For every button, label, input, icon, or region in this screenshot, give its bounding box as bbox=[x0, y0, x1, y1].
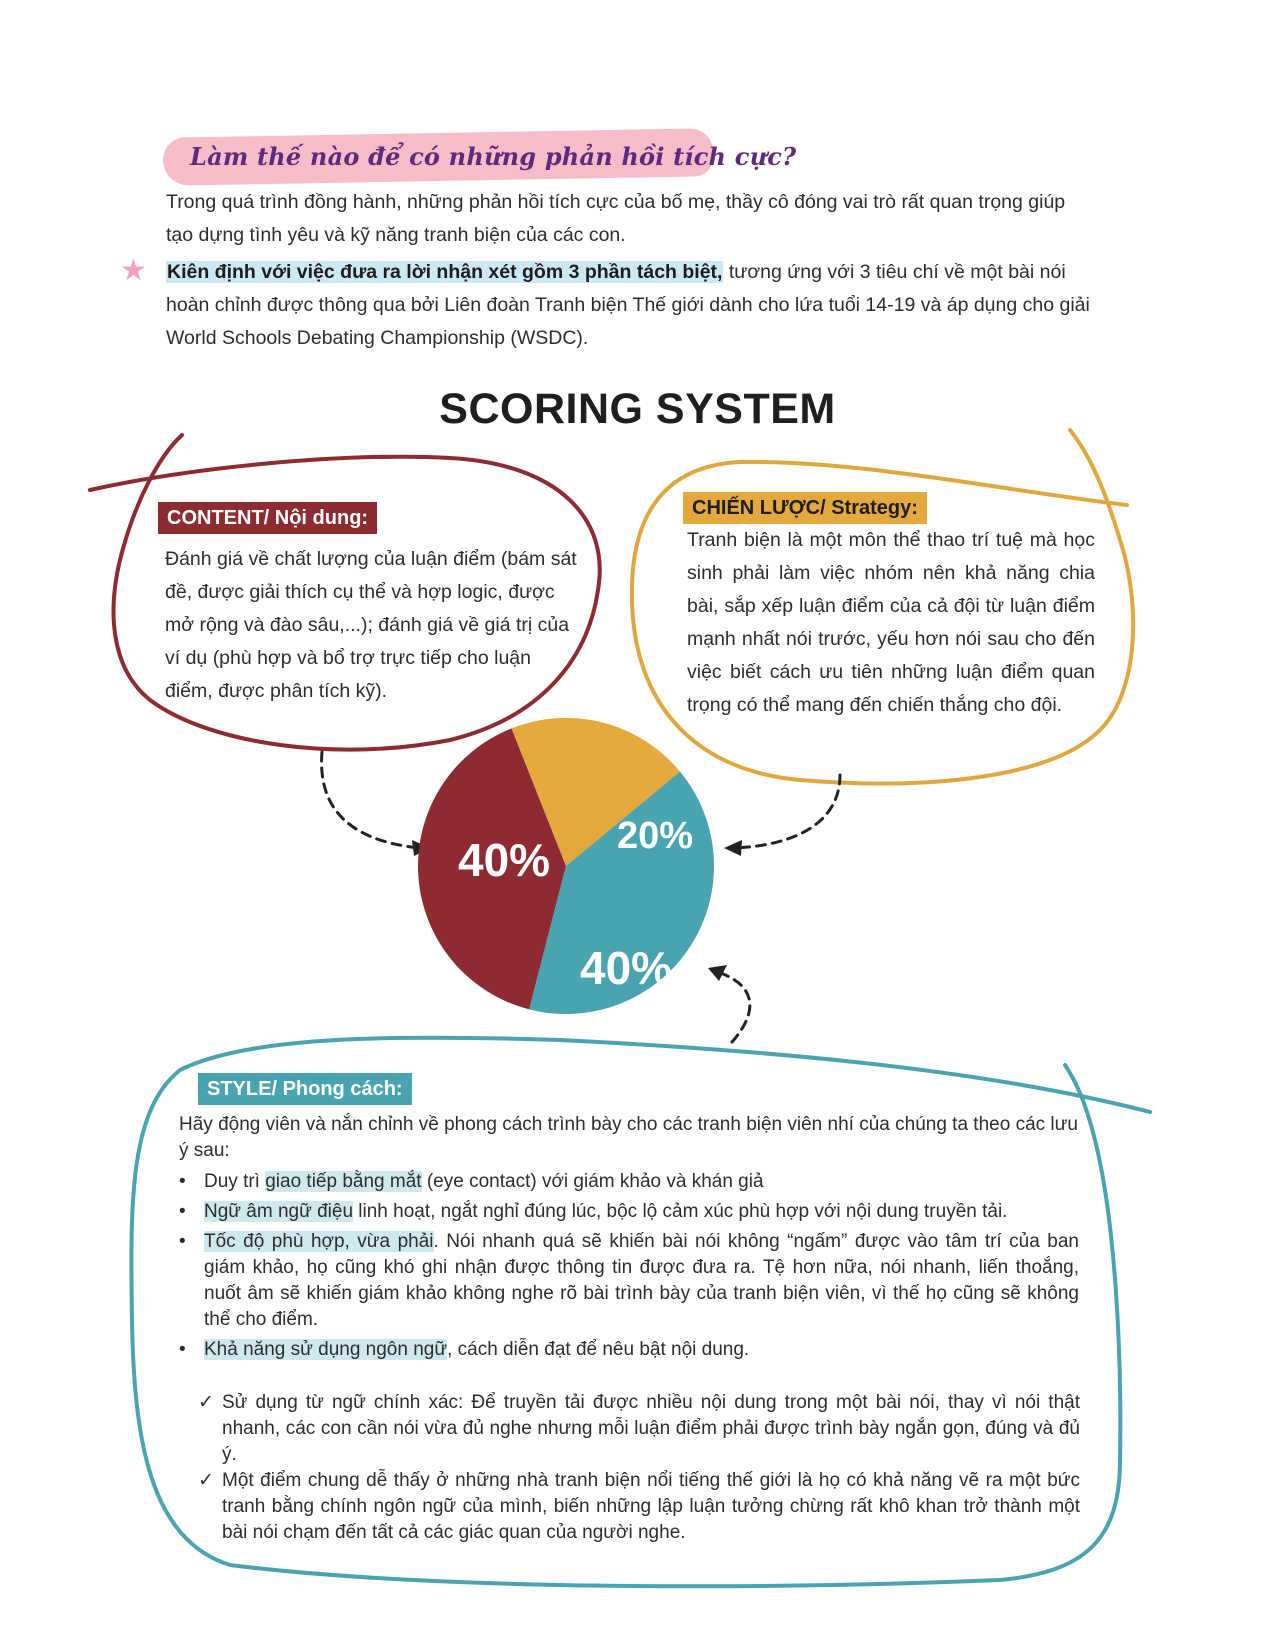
arrow-content-to-pie bbox=[322, 752, 420, 848]
list-item: • Duy trì giao tiếp bằng mắt (eye contact) với giám khảo và khán giả bbox=[179, 1169, 1079, 1195]
strategy-description: Tranh biện là một môn thể thao trí tuệ mà học sinh phải làm việc nhóm nên khả năng chia bài, sắp xếp luận điểm của cả đội từ luận điểm mạnh nhất nói trước, yếu hơn nói sau cho đến việc biết cách ưu tiên những luận điểm quan trọng có thể mang đến chiến thắng cho đội. bbox=[687, 529, 1095, 716]
bullet-dot-icon: • bbox=[179, 1201, 186, 1222]
item-highlight: Ngữ âm ngữ điệu bbox=[204, 1201, 354, 1222]
intro-paragraph: Trong quá trình đồng hành, những phản hồi tích cực của bố mẹ, thầy cô đóng vai trò rất quan trọng giúp tạo dựng tình yêu và kỹ năng tranh biện của các con. bbox=[166, 191, 1066, 246]
sub-list-item: ✓ Một điểm chung dễ thấy ở những nhà tranh biện nổi tiếng thế giới là họ có khả năng vẽ ra một bức tranh bằng chính ngôn ngữ của mình, biến những lập luận tưởng chừng rất khô khan trở thành một bài nói chạm đến tất cả các giác quan của người nghe. bbox=[198, 1470, 1080, 1543]
content-description: Đánh giá về chất lượng của luận điểm (bám sát đề, được giải thích cụ thể và hợp logic, được mở rộng và đào sâu,...); đánh giá về giá trị của ví dụ (phù hợp và bổ trợ trực tiếp cho luận điểm, được phân tích kỹ). bbox=[165, 548, 577, 702]
pie-label-style: 40% bbox=[580, 942, 673, 994]
item-highlight: Tốc độ phù hợp, vừa phải bbox=[204, 1231, 434, 1252]
bullet-dot-icon: • bbox=[179, 1171, 186, 1192]
bullet-highlight: Kiên định với việc đưa ra lời nhận xét gồm 3 phần tách biệt, bbox=[167, 261, 723, 283]
style-label: STYLE/ Phong cách: bbox=[198, 1073, 412, 1105]
list-item: • Khả năng sử dụng ngôn ngữ, cách diễn đạt để nêu bật nội dung. bbox=[179, 1337, 1079, 1363]
checkmark-icon: ✓ bbox=[198, 1392, 214, 1413]
pie-label-strategy: 20% bbox=[617, 815, 694, 857]
checkmark-icon: ✓ bbox=[198, 1470, 214, 1491]
strategy-label: CHIẾN LƯỢC/ Strategy: bbox=[683, 492, 927, 524]
arrowhead-strategy bbox=[724, 840, 742, 856]
arrow-strategy-to-pie bbox=[735, 775, 840, 848]
list-item: • Ngữ âm ngữ điệu linh hoạt, ngắt nghỉ đúng lúc, bộc lộ cảm xúc phù hợp với nội dung truyền tải. bbox=[179, 1199, 1079, 1225]
bullet-paragraph bbox=[166, 256, 1096, 355]
content-label: CONTENT/ Nội dung: bbox=[158, 502, 377, 534]
bullet-dot-icon: • bbox=[179, 1339, 186, 1360]
style-sub-list bbox=[198, 1390, 1080, 1546]
item-highlight: Khả năng sử dụng ngôn ngữ bbox=[204, 1339, 448, 1360]
pie-label-content: 40% bbox=[458, 834, 551, 886]
item-highlight: giao tiếp bằng mắt bbox=[265, 1171, 422, 1192]
sub-list-item: ✓ Sử dụng từ ngữ chính xác: Để truyền tải được nhiều nội dung trong một bài nói, thay vì nói thật nhanh, các con cần nói vừa đủ nghe nhưng mỗi luận điểm phải được trình bày ngắn gọn, đúng và đủ ý. bbox=[198, 1392, 1080, 1465]
arrow-style-to-pie bbox=[718, 972, 750, 1042]
style-bullet-list bbox=[179, 1169, 1079, 1367]
scoring-system-title: SCORING SYSTEM bbox=[439, 385, 836, 433]
list-item: • Tốc độ phù hợp, vừa phải. Nói nhanh quá sẽ khiến bài nói không “ngấm” được vào tâm trí của ban giám khảo, họ cũng khó ghi nhận được thông tin được đưa ra. Tệ hơn nữa, nói nhanh, liến thoắng, nuốt âm sẽ khiến giám khảo không nghe rõ bài trình bày của tranh biện viên, vì thế họ cũng sẽ không thể cho điểm. bbox=[179, 1231, 1079, 1330]
section-heading: Làm thế nào để có những phản hồi tích cực? bbox=[190, 142, 797, 171]
bullet-dot-icon: • bbox=[179, 1231, 186, 1252]
style-intro: Hãy động viên và nắn chỉnh về phong cách trình bày cho các tranh biện viên nhí của chúng ta theo các lưu ý sau: bbox=[179, 1114, 1078, 1161]
star-icon: ★ bbox=[120, 254, 147, 287]
bullet-text: tương ứng với 3 tiêu chí về một bài nói hoàn chỉnh được thông qua bởi Liên đoàn Tranh biện Thế giới dành cho lứa tuổi 14-19 và áp dụng cho giải World Schools Debating Championship (WSDC). bbox=[166, 261, 1090, 349]
